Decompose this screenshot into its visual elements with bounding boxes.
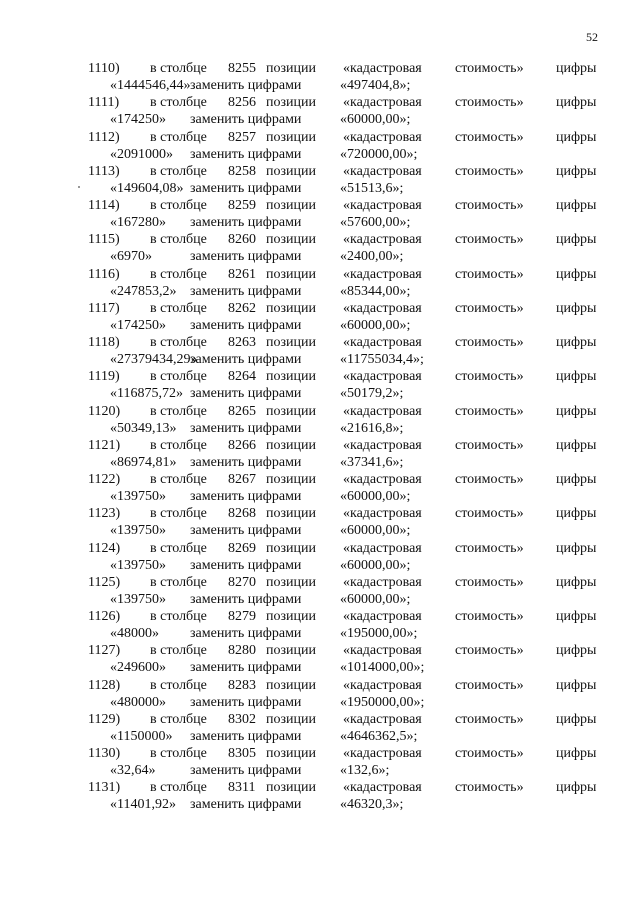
new-value: «195000,00»; xyxy=(340,626,418,641)
amendment-line-2 xyxy=(0,522,640,539)
column-code: 8259 xyxy=(228,198,256,213)
value-word: стоимость» xyxy=(455,609,524,624)
item-number: 1119) xyxy=(88,369,120,385)
replace-instruction: заменить цифрами xyxy=(190,420,302,436)
replace-instruction: заменить цифрами xyxy=(190,557,302,573)
column-text: в столбце xyxy=(150,300,207,316)
amendment-line-2 xyxy=(0,591,640,608)
old-value: «50349,13» xyxy=(110,420,177,436)
amendment-item xyxy=(0,94,640,128)
value-word: стоимость» xyxy=(455,506,524,522)
amendment-line-2 xyxy=(0,283,640,300)
column-text: в столбце xyxy=(150,129,207,145)
amendment-line-1 xyxy=(0,540,640,557)
column-code: 8267 xyxy=(228,472,256,487)
position-word: позиции xyxy=(266,437,316,453)
replace-instruction: заменить цифрами xyxy=(190,626,302,641)
amendment-item xyxy=(0,334,640,368)
amendment-list xyxy=(0,60,640,814)
old-value: «480000» xyxy=(110,694,166,710)
column-text: в столбце xyxy=(150,61,207,76)
new-value: «60000,00»; xyxy=(340,523,411,539)
column-text: в столбце xyxy=(150,266,207,282)
value-word: стоимость» xyxy=(455,746,524,761)
amendment-line-1 xyxy=(0,437,640,454)
position-word: позиции xyxy=(266,746,316,761)
position-word: позиции xyxy=(266,677,316,693)
item-number: 1130) xyxy=(88,746,121,761)
column-code: 8255 xyxy=(228,61,256,76)
cadastral-word: «кадастровая xyxy=(343,61,422,76)
item-number: 1123) xyxy=(88,506,121,522)
replace-instruction: заменить цифрами xyxy=(190,317,302,333)
item-number: 1117) xyxy=(88,300,120,316)
digits-word: цифры xyxy=(556,232,597,248)
amendment-line-2 xyxy=(0,77,640,94)
item-number: 1124) xyxy=(88,540,121,556)
position-word: позиции xyxy=(266,472,316,487)
digits-word: цифры xyxy=(556,129,597,145)
new-value: «11755034,4»; xyxy=(340,352,424,367)
amendment-line-2 xyxy=(0,146,640,163)
column-text: в столбце xyxy=(150,335,207,350)
digits-word: цифры xyxy=(556,61,597,76)
old-value: «149604,08» xyxy=(110,180,184,196)
new-value: «132,6»; xyxy=(340,763,390,778)
amendment-line-1 xyxy=(0,266,640,283)
position-word: позиции xyxy=(266,129,316,145)
amendment-line-1 xyxy=(0,574,640,591)
amendment-item xyxy=(0,471,640,505)
column-text: в столбце xyxy=(150,403,207,419)
column-text: в столбце xyxy=(150,163,207,179)
replace-instruction: заменить цифрами xyxy=(190,797,302,813)
item-number: 1113) xyxy=(88,163,120,179)
column-text: в столбце xyxy=(150,780,207,796)
column-code: 8264 xyxy=(228,369,256,385)
new-value: «60000,00»; xyxy=(340,112,411,128)
amendment-line-2 xyxy=(0,796,640,813)
digits-word: цифры xyxy=(556,369,597,385)
digits-word: цифры xyxy=(556,643,597,659)
item-number: 1110) xyxy=(88,61,120,76)
item-number: 1112) xyxy=(88,129,120,145)
digits-word: цифры xyxy=(556,163,597,179)
amendment-item xyxy=(0,60,640,94)
replace-instruction: заменить цифрами xyxy=(190,352,302,367)
item-number: 1121) xyxy=(88,437,121,453)
replace-instruction: заменить цифрами xyxy=(190,660,302,676)
position-word: позиции xyxy=(266,780,316,796)
position-word: позиции xyxy=(266,540,316,556)
position-word: позиции xyxy=(266,506,316,522)
amendment-item xyxy=(0,197,640,231)
amendment-item xyxy=(0,505,640,539)
old-value: «174250» xyxy=(110,112,166,128)
cadastral-word: «кадастровая xyxy=(343,266,422,282)
replace-instruction: заменить цифрами xyxy=(190,78,302,93)
item-number: 1126) xyxy=(88,609,121,624)
position-word: позиции xyxy=(266,403,316,419)
value-word: стоимость» xyxy=(455,300,524,316)
replace-instruction: заменить цифрами xyxy=(190,146,302,162)
column-code: 8266 xyxy=(228,437,256,453)
old-value: «139750» xyxy=(110,591,166,607)
old-value: «139750» xyxy=(110,489,166,504)
old-value: «6970» xyxy=(110,249,152,265)
new-value: «2400,00»; xyxy=(340,249,404,265)
replace-instruction: заменить цифрами xyxy=(190,180,302,196)
amendment-line-2 xyxy=(0,180,640,197)
amendment-line-2 xyxy=(0,762,640,779)
amendment-line-1 xyxy=(0,94,640,111)
cadastral-word: «кадастровая xyxy=(343,609,422,624)
amendment-line-2 xyxy=(0,454,640,471)
page-number: 52 xyxy=(586,30,598,44)
replace-instruction: заменить цифрами xyxy=(190,694,302,710)
amendment-item xyxy=(0,129,640,163)
digits-word: цифры xyxy=(556,609,597,624)
amendment-line-1 xyxy=(0,642,640,659)
new-value: «57600,00»; xyxy=(340,215,411,230)
replace-instruction: заменить цифрами xyxy=(190,386,302,402)
old-value: «1150000» xyxy=(110,728,173,744)
amendment-item xyxy=(0,677,640,711)
digits-word: цифры xyxy=(556,540,597,556)
amendment-line-1 xyxy=(0,300,640,317)
value-word: стоимость» xyxy=(455,61,524,76)
column-code: 8302 xyxy=(228,711,256,727)
replace-instruction: заменить цифрами xyxy=(190,215,302,230)
cadastral-word: «кадастровая xyxy=(343,403,422,419)
cadastral-word: «кадастровая xyxy=(343,574,422,590)
cadastral-word: «кадастровая xyxy=(343,95,422,111)
amendment-line-1 xyxy=(0,711,640,728)
amendment-item xyxy=(0,540,640,574)
column-code: 8260 xyxy=(228,232,256,248)
old-value: «247853,2» xyxy=(110,283,177,299)
replace-instruction: заменить цифрами xyxy=(190,591,302,607)
item-number: 1122) xyxy=(88,472,121,487)
new-value: «720000,00»; xyxy=(340,146,418,162)
column-text: в столбце xyxy=(150,506,207,522)
replace-instruction: заменить цифрами xyxy=(190,112,302,128)
column-text: в столбце xyxy=(150,609,207,624)
new-value: «1950000,00»; xyxy=(340,694,425,710)
value-word: стоимость» xyxy=(455,574,524,590)
replace-instruction: заменить цифрами xyxy=(190,489,302,504)
cadastral-word: «кадастровая xyxy=(343,300,422,316)
amendment-item xyxy=(0,711,640,745)
column-code: 8263 xyxy=(228,335,256,350)
digits-word: цифры xyxy=(556,780,597,796)
value-word: стоимость» xyxy=(455,540,524,556)
old-value: «1444546,44» xyxy=(110,78,191,93)
digits-word: цифры xyxy=(556,437,597,453)
digits-word: цифры xyxy=(556,403,597,419)
column-text: в столбце xyxy=(150,437,207,453)
amendment-item xyxy=(0,403,640,437)
amendment-item xyxy=(0,231,640,265)
position-word: позиции xyxy=(266,95,316,111)
digits-word: цифры xyxy=(556,677,597,693)
cadastral-word: «кадастровая xyxy=(343,198,422,213)
amendment-line-1 xyxy=(0,608,640,625)
position-word: позиции xyxy=(266,335,316,350)
position-word: позиции xyxy=(266,163,316,179)
old-value: «139750» xyxy=(110,557,166,573)
digits-word: цифры xyxy=(556,300,597,316)
amendment-line-1 xyxy=(0,779,640,796)
cadastral-word: «кадастровая xyxy=(343,711,422,727)
cadastral-word: «кадастровая xyxy=(343,506,422,522)
amendment-line-1 xyxy=(0,505,640,522)
old-value: «249600» xyxy=(110,660,166,676)
amendment-line-1 xyxy=(0,60,640,77)
amendment-line-2 xyxy=(0,420,640,437)
column-text: в столбце xyxy=(150,232,207,248)
cadastral-word: «кадастровая xyxy=(343,746,422,761)
column-code: 8257 xyxy=(228,129,256,145)
column-code: 8258 xyxy=(228,163,256,179)
column-code: 8311 xyxy=(228,780,256,796)
value-word: стоимость» xyxy=(455,163,524,179)
position-word: позиции xyxy=(266,369,316,385)
position-word: позиции xyxy=(266,643,316,659)
new-value: «4646362,5»; xyxy=(340,728,418,744)
value-word: стоимость» xyxy=(455,198,524,213)
amendment-item xyxy=(0,574,640,608)
position-word: позиции xyxy=(266,711,316,727)
item-number: 1115) xyxy=(88,232,120,248)
amendment-line-2 xyxy=(0,385,640,402)
amendment-line-1 xyxy=(0,368,640,385)
digits-word: цифры xyxy=(556,746,597,761)
column-code: 8265 xyxy=(228,403,256,419)
column-code: 8279 xyxy=(228,609,256,624)
amendment-item xyxy=(0,779,640,813)
amendment-item xyxy=(0,745,640,779)
amendment-line-1 xyxy=(0,745,640,762)
amendment-item xyxy=(0,608,640,642)
replace-instruction: заменить цифрами xyxy=(190,523,302,539)
value-word: стоимость» xyxy=(455,335,524,350)
new-value: «50179,2»; xyxy=(340,386,404,402)
cadastral-word: «кадастровая xyxy=(343,643,422,659)
position-word: позиции xyxy=(266,266,316,282)
digits-word: цифры xyxy=(556,711,597,727)
old-value: «174250» xyxy=(110,317,166,333)
cadastral-word: «кадастровая xyxy=(343,780,422,796)
item-number: 1128) xyxy=(88,677,121,693)
item-number: 1120) xyxy=(88,403,121,419)
column-code: 8262 xyxy=(228,300,256,316)
amendment-line-1 xyxy=(0,403,640,420)
column-text: в столбце xyxy=(150,369,207,385)
amendment-line-1 xyxy=(0,334,640,351)
new-value: «21616,8»; xyxy=(340,420,404,436)
old-value: «27379434,29» xyxy=(110,352,198,367)
column-text: в столбце xyxy=(150,746,207,761)
cadastral-word: «кадастровая xyxy=(343,232,422,248)
digits-word: цифры xyxy=(556,198,597,213)
column-code: 8268 xyxy=(228,506,256,522)
digits-word: цифры xyxy=(556,506,597,522)
new-value: «46320,3»; xyxy=(340,797,404,813)
amendment-line-2 xyxy=(0,248,640,265)
column-code: 8270 xyxy=(228,574,256,590)
new-value: «60000,00»; xyxy=(340,591,411,607)
old-value: «139750» xyxy=(110,523,166,539)
new-value: «60000,00»; xyxy=(340,489,411,504)
amendment-line-1 xyxy=(0,471,640,488)
replace-instruction: заменить цифрами xyxy=(190,763,302,778)
cadastral-word: «кадастровая xyxy=(343,335,422,350)
column-text: в столбце xyxy=(150,643,207,659)
value-word: стоимость» xyxy=(455,711,524,727)
column-text: в столбце xyxy=(150,472,207,487)
item-number: 1116) xyxy=(88,266,120,282)
value-word: стоимость» xyxy=(455,780,524,796)
new-value: «497404,8»; xyxy=(340,78,411,93)
replace-instruction: заменить цифрами xyxy=(190,454,302,470)
old-value: «116875,72» xyxy=(110,386,183,402)
column-text: в столбце xyxy=(150,540,207,556)
cadastral-word: «кадастровая xyxy=(343,437,422,453)
amendment-line-2 xyxy=(0,317,640,334)
column-code: 8283 xyxy=(228,677,256,693)
new-value: «37341,6»; xyxy=(340,454,404,470)
digits-word: цифры xyxy=(556,266,597,282)
value-word: стоимость» xyxy=(455,643,524,659)
column-code: 8269 xyxy=(228,540,256,556)
amendment-line-2 xyxy=(0,488,640,505)
digits-word: цифры xyxy=(556,574,597,590)
position-word: позиции xyxy=(266,61,316,76)
new-value: «60000,00»; xyxy=(340,317,411,333)
item-number: 1131) xyxy=(88,780,121,796)
column-text: в столбце xyxy=(150,198,207,213)
item-number: 1129) xyxy=(88,711,121,727)
amendment-line-2 xyxy=(0,625,640,642)
item-number: 1111) xyxy=(88,95,120,111)
column-text: в столбце xyxy=(150,711,207,727)
value-word: стоимость» xyxy=(455,677,524,693)
amendment-line-1 xyxy=(0,231,640,248)
digits-word: цифры xyxy=(556,95,597,111)
new-value: «60000,00»; xyxy=(340,557,411,573)
value-word: стоимость» xyxy=(455,266,524,282)
new-value: «85344,00»; xyxy=(340,283,411,299)
item-number: 1127) xyxy=(88,643,121,659)
column-code: 8261 xyxy=(228,266,256,282)
column-text: в столбце xyxy=(150,677,207,693)
amendment-line-1 xyxy=(0,197,640,214)
value-word: стоимость» xyxy=(455,437,524,453)
position-word: позиции xyxy=(266,609,316,624)
replace-instruction: заменить цифрами xyxy=(190,728,302,744)
old-value: «11401,92» xyxy=(110,797,176,813)
column-code: 8280 xyxy=(228,643,256,659)
value-word: стоимость» xyxy=(455,369,524,385)
amendment-line-2 xyxy=(0,728,640,745)
amendment-line-2 xyxy=(0,351,640,368)
old-value: «86974,81» xyxy=(110,454,177,470)
value-word: стоимость» xyxy=(455,403,524,419)
amendment-line-2 xyxy=(0,694,640,711)
item-number: 1118) xyxy=(88,335,120,350)
amendment-line-2 xyxy=(0,111,640,128)
amendment-line-1 xyxy=(0,677,640,694)
cadastral-word: «кадастровая xyxy=(343,129,422,145)
amendment-line-1 xyxy=(0,163,640,180)
amendment-line-2 xyxy=(0,214,640,231)
amendment-line-2 xyxy=(0,659,640,676)
amendment-line-1 xyxy=(0,129,640,146)
replace-instruction: заменить цифрами xyxy=(190,283,302,299)
amendment-item xyxy=(0,163,640,197)
position-word: позиции xyxy=(266,232,316,248)
column-code: 8305 xyxy=(228,746,256,761)
position-word: позиции xyxy=(266,574,316,590)
position-word: позиции xyxy=(266,198,316,213)
column-text: в столбце xyxy=(150,574,207,590)
old-value: «2091000» xyxy=(110,146,173,162)
amendment-item xyxy=(0,266,640,300)
amendment-item xyxy=(0,642,640,676)
value-word: стоимость» xyxy=(455,95,524,111)
cadastral-word: «кадастровая xyxy=(343,369,422,385)
value-word: стоимость» xyxy=(455,232,524,248)
replace-instruction: заменить цифрами xyxy=(190,249,302,265)
new-value: «1014000,00»; xyxy=(340,660,425,676)
old-value: «167280» xyxy=(110,215,166,230)
old-value: «48000» xyxy=(110,626,159,641)
amendment-item xyxy=(0,368,640,402)
new-value: «51513,6»; xyxy=(340,180,404,196)
column-code: 8256 xyxy=(228,95,256,111)
value-word: стоимость» xyxy=(455,472,524,487)
amendment-item xyxy=(0,300,640,334)
column-text: в столбце xyxy=(150,95,207,111)
position-word: позиции xyxy=(266,300,316,316)
old-value: «32,64» xyxy=(110,763,156,778)
digits-word: цифры xyxy=(556,335,597,350)
cadastral-word: «кадастровая xyxy=(343,472,422,487)
cadastral-word: «кадастровая xyxy=(343,677,422,693)
value-word: стоимость» xyxy=(455,129,524,145)
amendment-line-2 xyxy=(0,557,640,574)
cadastral-word: «кадастровая xyxy=(343,540,422,556)
item-number: 1125) xyxy=(88,574,121,590)
digits-word: цифры xyxy=(556,472,597,487)
item-number: 1114) xyxy=(88,198,120,213)
amendment-item xyxy=(0,437,640,471)
cadastral-word: «кадастровая xyxy=(343,163,422,179)
